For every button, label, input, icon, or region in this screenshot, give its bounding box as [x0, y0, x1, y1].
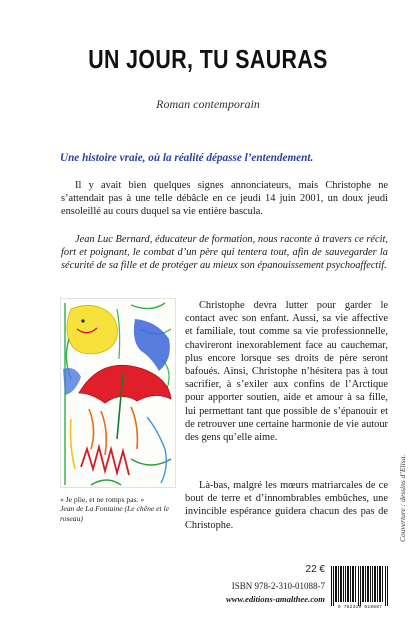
barcode-number: 9 782310 010887 [337, 605, 383, 610]
blurb-paragraph-3: Christophe devra lutter pour garder le contact avec son enfant. Aussi, sa vie affective et familiale, tout comme sa vie professionnelle, chavireront inexorablement face au cauchemar, plus encore lorsque ses droits de père seront bafoués. Ainsi, Christophe n’hésitera pas à tout sacrifier, à s’exiler aux confins de l’Arctique pour apporter soutien, aide et amour à sa fille, lui permettant tant que possible de s’épanouir et de retrouver une certaine harmonie de vie autour des gens qu’elle aime. [185, 300, 388, 444]
barcode-icon [330, 566, 390, 606]
child-drawing-illustration [60, 298, 176, 488]
book-genre: Roman contemporain [156, 97, 260, 111]
blurb-paragraph-4: Là-bas, malgré les mœurs matriarcales de ce bout de terre et d’innombrables embûches, une invincible espérance guidera chacun des pas de Christophe. [185, 480, 388, 531]
tagline: Une histoire vraie, où la réalité dépasse l’entendement. [60, 152, 314, 164]
isbn: ISBN 978-2-310-01088-7 [231, 581, 325, 591]
drawing-svg [61, 299, 177, 489]
epigraph-text: « Je plie, et ne romps pas. » [60, 495, 145, 504]
epigraph [60, 495, 180, 523]
cover-credit: Couverture : dessins d’Elisa. [398, 454, 407, 542]
publisher-website: www.editions-amalthee.com [226, 594, 325, 604]
blurb-paragraph-2: Jean Luc Bernard, éducateur de formation, nous raconte à travers ce récit, fort et poignant, le combat d’un père qui tentera tout, afin de sauvegarder la sécurité de sa fille et de protéger au mieux son épanouissement psychoaffectif. [61, 234, 388, 272]
price: 22 € [305, 564, 325, 575]
book-title: UN JOUR, TU SAURAS [88, 44, 328, 74]
blurb-paragraph-1: Il y avait bien quelques signes annonciateurs, mais Christophe ne s’attendait pas à une telle débâcle en ce jeudi 14 juin 2001, un doux jeudi ensoleillé au cours duquel sa vie entière bascula. [61, 180, 388, 218]
epigraph-source: Jean de La Fontaine (Le chêne et le roseau) [60, 504, 170, 523]
